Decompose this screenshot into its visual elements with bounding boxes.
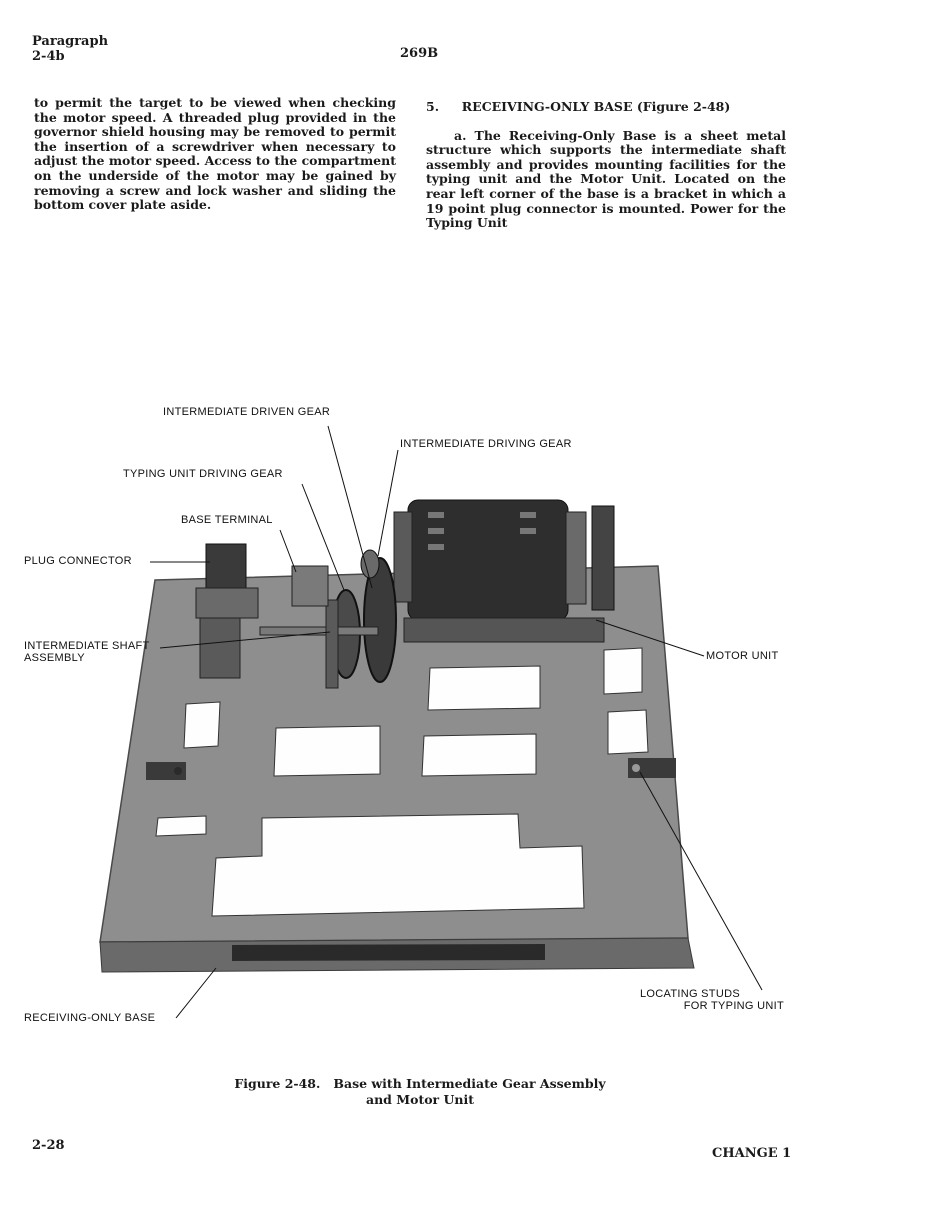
label-receiving-only-base: RECEIVING-ONLY BASE <box>24 1012 156 1024</box>
cutout-right-rear <box>604 648 642 694</box>
intermediate-driving-gear <box>361 550 379 578</box>
gear-bracket <box>326 600 338 688</box>
motor-mount-plate <box>404 618 604 642</box>
motor-end-bell-right <box>566 512 586 604</box>
plug-connector-bracket <box>196 588 258 618</box>
motor-vent-5 <box>520 528 536 534</box>
label-locating-studs-line1: LOCATING STUDS <box>640 988 740 1000</box>
item-text: The Receiving-Only Base is a sheet metal structure which supports the intermediate shaft assembly and provides mounting facilities for the typing unit and the Motor Unit. Located on the rear left corner of the base is a bracket in which a 19 point plug connector is mounted. Power for the Typing Unit <box>426 127 786 231</box>
left-column-text: to permit the target to be viewed when checking the motor speed. A threaded plug provided in the governor shield housing may be removed to permit the insertion of a screwdriver when necessary to adjust the motor speed. Access to the compartment on the underside of the motor may be gained by removing a screw and lock washer and sliding the bottom cover plate aside. <box>34 95 396 213</box>
section-number: 5. <box>426 99 440 114</box>
document-number: 269B <box>400 46 439 61</box>
motor-fan-guard <box>592 506 614 610</box>
leader-driven-gear <box>328 426 372 588</box>
label-motor-unit: MOTOR UNIT <box>706 650 779 662</box>
label-intermediate-driving-gear: INTERMEDIATE DRIVING GEAR <box>400 438 572 450</box>
motor-vent-1 <box>428 512 444 518</box>
base-front-slot <box>232 944 545 961</box>
page-number: 2-28 <box>32 1138 65 1153</box>
leader-receiving-base <box>176 968 216 1018</box>
plug-connector-body <box>206 544 246 594</box>
motor-vent-4 <box>520 512 536 518</box>
cutout-left-mid <box>184 702 220 748</box>
cutout-left-small <box>156 816 206 836</box>
motor-vent-3 <box>428 544 444 550</box>
label-intermediate-driven-gear: INTERMEDIATE DRIVEN GEAR <box>163 406 331 418</box>
section-figure-ref: (Figure 2-48) <box>636 99 731 114</box>
paragraph-label: Paragraph <box>32 34 109 49</box>
label-base-terminal: BASE TERMINAL <box>181 514 273 526</box>
leader-base-terminal <box>280 530 296 572</box>
label-typing-unit-driving-gear: TYPING UNIT DRIVING GEAR <box>123 468 283 480</box>
label-intermediate-shaft-line2: ASSEMBLY <box>24 652 85 664</box>
figure-caption-line2: and Motor Unit <box>365 1092 474 1107</box>
label-intermediate-shaft-line1: INTERMEDIATE SHAFT <box>24 640 150 652</box>
label-plug-connector: PLUG CONNECTOR <box>24 555 132 567</box>
cutout-right-mid <box>608 710 648 754</box>
label-locating-studs-line2: FOR TYPING UNIT <box>683 1000 784 1012</box>
base-terminal-block <box>292 566 328 606</box>
motor-vent-2 <box>428 528 444 534</box>
label-locating-studs <box>640 988 784 1012</box>
figure-caption <box>200 1076 640 1108</box>
figure-caption-line1: Figure 2-48. Base with Intermediate Gear Assembly <box>234 1076 606 1091</box>
cutout-center-left <box>274 726 380 776</box>
cutout-center-right <box>422 734 536 776</box>
terminal-rail <box>200 618 240 678</box>
section-title: RECEIVING-ONLY BASE <box>461 99 633 114</box>
item-letter: a. <box>454 127 467 143</box>
cutout-rear-center <box>428 666 540 710</box>
intermediate-shaft <box>260 627 378 635</box>
motor-end-bell-left <box>394 512 412 602</box>
change-notice: CHANGE 1 <box>712 1146 792 1161</box>
paragraph-number: 2-4b <box>32 49 65 64</box>
label-intermediate-shaft-assembly <box>24 640 150 664</box>
